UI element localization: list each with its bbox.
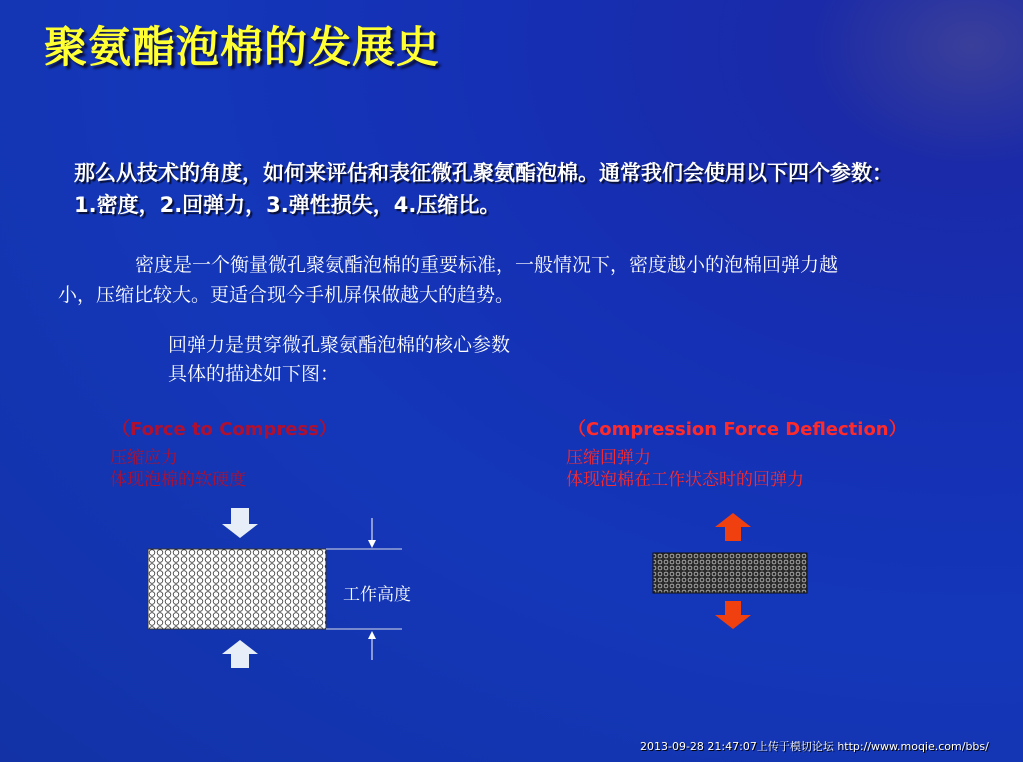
foam-block xyxy=(148,549,326,629)
foam-rebound-diagram xyxy=(645,505,815,635)
rebound-line-1: 回弹力是贯穿微孔聚氨酯泡棉的核心参数 xyxy=(168,334,511,356)
intro-line-2: 1.密度，2.回弹力，3.弹性损失，4.压缩比。 xyxy=(74,193,501,217)
down-arrow-icon xyxy=(715,601,751,629)
density-paragraph-line-2: 小，压缩比较大。更适合现今手机屏保做越大的趋势。 xyxy=(58,284,515,306)
slide-title: 聚氨酯泡棉的发展史 xyxy=(44,23,440,73)
up-arrow-icon xyxy=(222,640,258,668)
rebound-line-2: 具体的描述如下图： xyxy=(168,363,340,385)
compressed-foam-block xyxy=(653,553,807,593)
compression-rebound-label: 压缩回弹力 xyxy=(566,448,651,468)
density-paragraph-line-1: 密度是一个衡量微孔聚氨酯泡棉的重要标准，一般情况下，密度越小的泡棉回弹力越 xyxy=(135,254,839,276)
up-arrow-icon xyxy=(715,513,751,541)
down-arrow-icon xyxy=(222,508,258,538)
force-to-compress-heading: （Force to Compress） xyxy=(112,419,337,440)
compression-stress-label: 压缩应力 xyxy=(110,448,178,468)
rebound-description: 体现泡棉在工作状态时的回弹力 xyxy=(566,470,804,490)
working-height-label: 工作高度 xyxy=(343,585,411,605)
hardness-description: 体现泡棉的软硬度 xyxy=(110,470,246,490)
upload-watermark: 2013-09-28 21:47:07上传于模切论坛 http://www.moqie.com/bbs/ xyxy=(640,740,989,753)
intro-line-1: 那么从技术的角度，如何来评估和表征微孔聚氨酯泡棉。通常我们会使用以下四个参数： xyxy=(74,161,893,185)
compression-force-deflection-heading: （Compression Force Deflection） xyxy=(568,419,907,440)
